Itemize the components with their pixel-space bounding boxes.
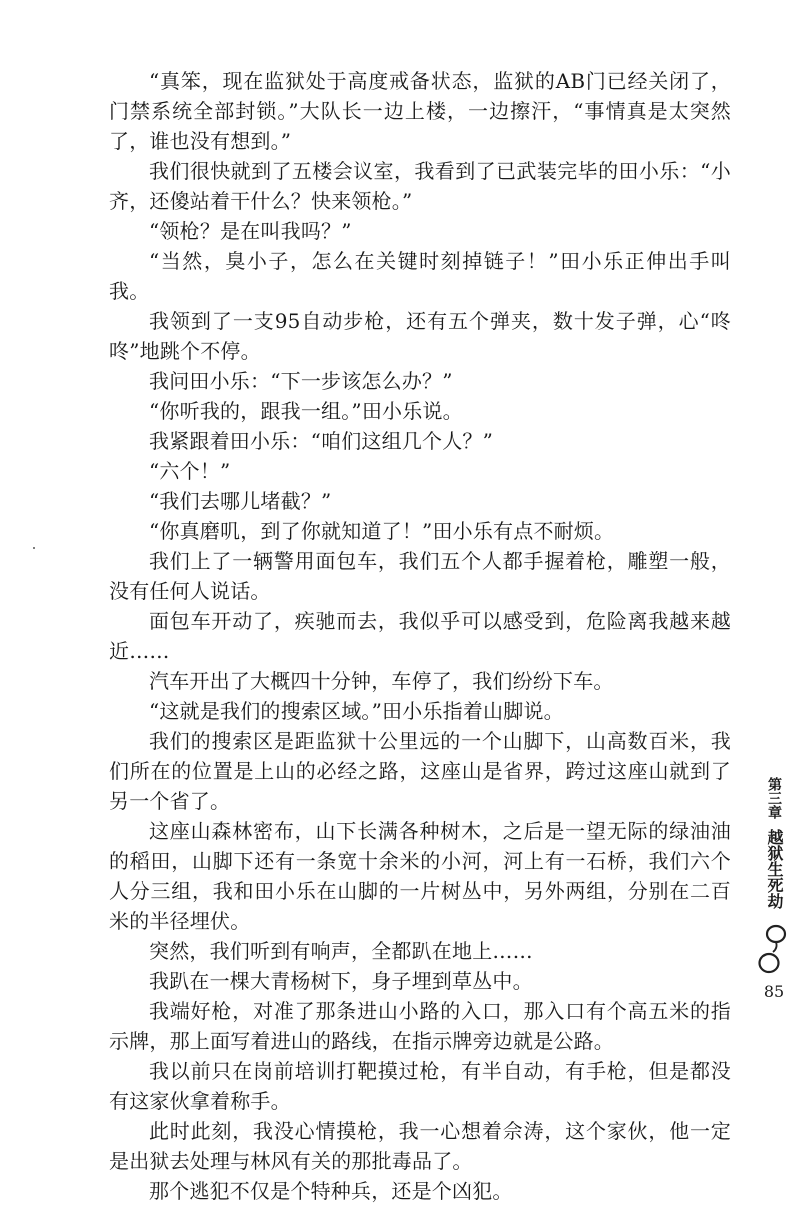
paragraph-3: “领枪？是在叫我吗？” [149,219,352,243]
handcuff-icon [756,921,792,977]
paragraph-9: “六个！” [149,459,231,483]
paragraph-23: 那个逃犯不仅是个特种兵，还是个凶犯。 [149,1179,513,1203]
paragraph-21: 我以前只在岗前培训打靶摸过枪，有半自动，有手枪，但是都没有这家伙拿着称手。 [109,1059,731,1113]
chapter-label: 第三章 [766,777,782,819]
paragraph-5: 我领到了一支95自动步枪，还有五个弹夹，数十发子弹，心“咚咚”地跳个不停。 [109,309,731,363]
paragraph-12: 我们上了一辆警用面包车，我们五个人都手握着枪，雕塑一般，没有任何人说话。 [109,549,731,603]
paragraph-8: 我紧跟着田小乐：“咱们这组几个人？” [149,429,494,453]
chapter-sidebar [752,777,796,977]
paragraph-22: 此时此刻，我没心情摸枪，我一心想着佘涛，这个家伙，他一定是出狱去处理与林风有关的那批毒品了。 [109,1119,731,1173]
paragraph-14: 汽车开出了大概四十分钟，车停了，我们纷纷下车。 [149,669,614,693]
paragraph-1: “真笨，现在监狱处于高度戒备状态，监狱的AB门已经关闭了，门禁系统全部封锁。”大队长一边上楼，一边擦汗，“事情真是太突然了，谁也没有想到。” [109,69,731,153]
paragraph-15: “这就是我们的搜索区域。”田小乐指着山脚说。 [149,699,564,723]
paragraph-19: 我趴在一棵大青杨树下，身子埋到草丛中。 [149,969,533,993]
paragraph-16: 我们的搜索区是距监狱十公里远的一个山脚下，山高数百米，我们所在的位置是上山的必经之路，这座山是省界，跨过这座山就到了另一个省了。 [109,729,731,813]
paragraph-10: “我们去哪儿堵截？” [149,489,332,513]
paragraph-18: 突然，我们听到有响声，全都趴在地上…… [149,939,533,963]
paragraph-6: 我问田小乐：“下一步该怎么办？” [149,369,453,393]
chapter-body [109,66,731,1206]
paragraph-17: 这座山森林密布，山下长满各种树木，之后是一望无际的绿油油的稻田，山脚下还有一条宽十余米的小河，河上有一石桥，我们六个人分三组，我和田小乐在山脚的一片树丛中，另外两组，分别在二百米的半径埋伏。 [109,819,731,933]
paragraph-7: “你听我的，跟我一组。”田小乐说。 [149,399,463,423]
scan-speck [33,547,35,549]
paragraph-13: 面包车开动了，疾驰而去，我似乎可以感受到，危险离我越来越近…… [109,609,731,663]
page-number: 85 [763,982,785,1001]
paragraph-20: 我端好枪，对准了那条进山小路的入口，那入口有个高五米的指示牌，那上面写着进山的路线，在指示牌旁边就是公路。 [109,999,731,1053]
book-title: 越狱生死劫 [765,829,784,909]
paragraph-11: “你真磨叽，到了你就知道了！”田小乐有点不耐烦。 [149,519,615,543]
paragraph-4: “当然，臭小子，怎么在关键时刻掉链子！”田小乐正伸出手叫我。 [109,249,731,303]
paragraph-2: 我们很快就到了五楼会议室，我看到了已武装完毕的田小乐：“小齐，还傻站着干什么？快来领枪。” [109,159,731,213]
